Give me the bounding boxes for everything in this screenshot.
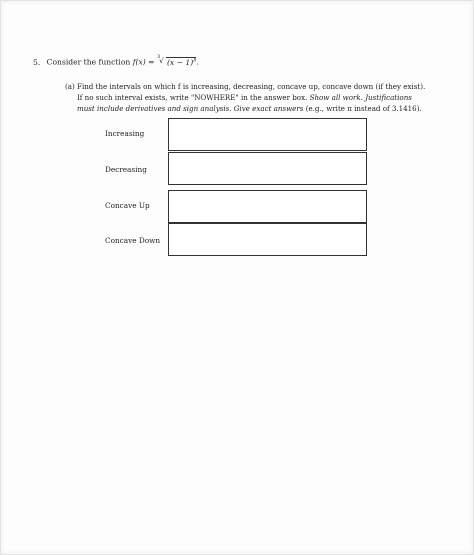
concave-up-answer-box[interactable]	[168, 190, 367, 223]
problem-end: .	[196, 57, 199, 67]
radical-sign-icon: √	[158, 56, 164, 65]
decreasing-answer-box[interactable]	[168, 152, 367, 185]
increasing-answer-box[interactable]	[168, 118, 367, 151]
radicand: $(x - 1)^8$	[166, 57, 197, 67]
problem-number: 5.	[33, 57, 41, 67]
cube-root	[156, 54, 199, 67]
exponent: 8	[193, 57, 197, 63]
increasing-label: Increasing	[105, 129, 145, 138]
part-a-instructions	[65, 81, 425, 114]
decreasing-label: Decreasing	[105, 165, 147, 174]
part-a-line-2: If no such interval exists, write "NOWHERE" in the answer box. Show all work. Justifications	[77, 93, 412, 102]
part-a-line-1: (a) Find the intervals on which f is increasing, decreasing, concave up, concave down (if they exist).	[65, 82, 426, 91]
problem-statement	[33, 54, 199, 67]
function-lhs: f(x) =	[132, 57, 155, 67]
part-a-label: (a)	[65, 82, 75, 91]
problem-intro: Consider the function	[46, 57, 131, 67]
root-index: 3	[156, 54, 161, 60]
concave-down-answer-box[interactable]	[168, 223, 367, 256]
concave-up-label: Concave Up	[105, 201, 150, 210]
concave-down-label: Concave Down	[105, 236, 161, 245]
part-a-line-3: must include derivatives and sign analysis. Give exact answers (e.g., write π instead of 3.1416).	[77, 104, 422, 113]
